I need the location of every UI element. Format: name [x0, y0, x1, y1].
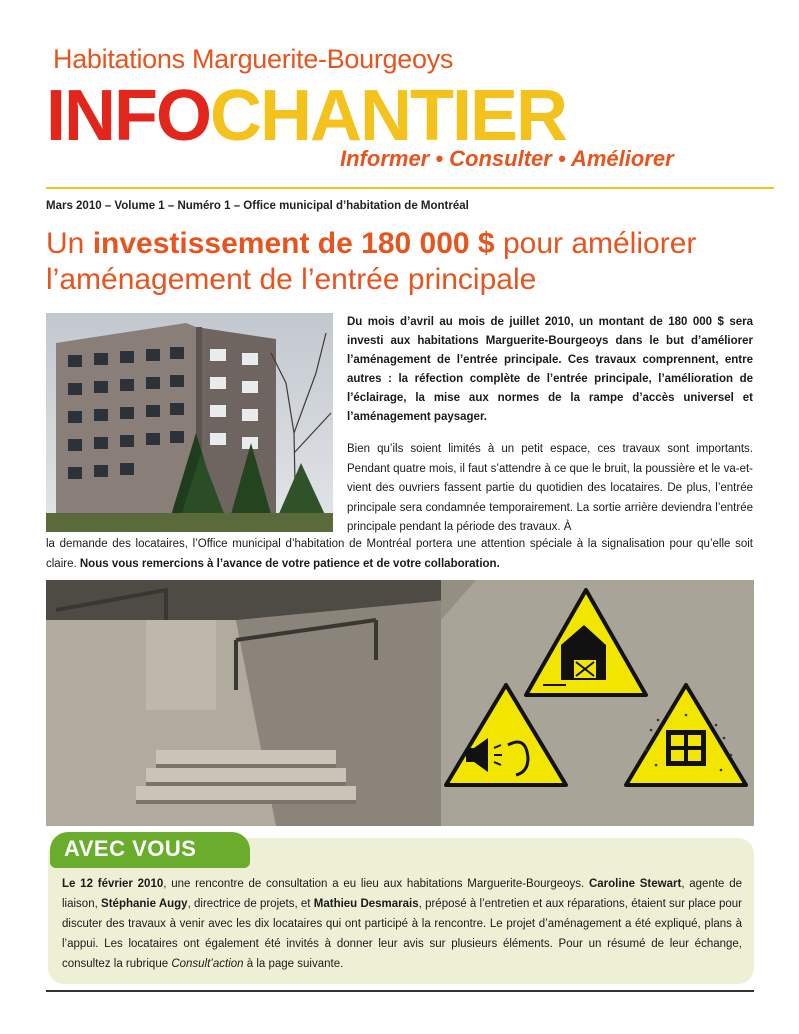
tagline: Informer • Consulter • Améliorer [340, 146, 674, 171]
person-name: Stéphanie Augy [101, 898, 188, 910]
person-name: Mathieu Desmarais [313, 898, 419, 910]
stairs-photo [46, 580, 754, 826]
meeting-date: Le 12 février 2010 [62, 878, 164, 890]
newsletter-title [46, 76, 566, 156]
avec-text-part: , une rencontre de consultation a eu lieu aux habitations Marguerite-Bourgeoys. [163, 878, 589, 890]
person-name: Caroline Stewart [588, 878, 682, 890]
article-body-1: Bien qu’ils soient limités à un petit espace, ces travaux sont importants. Pendant quatre mois, il faut s’attendre à ce que le bruit, la poussière et le va-et-vient des ouvriers fassent partie du quotidien des locataires. De plus, l’entrée principale sera condamnée temporairement. La sortie arrière deviendra l’entrée principale pendant la période des travaux. À [347, 443, 753, 533]
brand-part-info: INFO [46, 76, 210, 156]
headline [46, 226, 766, 298]
header-divider [46, 187, 774, 189]
avec-vous-title: AVEC VOUS [64, 836, 197, 861]
footer-divider [46, 990, 754, 992]
avec-text-part: à la page suivante. [243, 958, 344, 970]
headline-suffix: pour améliorer l’aménagement de l’entrée principale [46, 227, 697, 296]
building-photo [46, 313, 333, 532]
article-lead: Du mois d’avril au mois de juillet 2010, un montant de 180 000 $ sera investi aux habitations Marguerite-Bourgeoys dans le but d’améliorer l’aménagement de l’entrée principale. Ces travaux comprennent, entre autres : la réfection complète de l’entrée principale, l’amélioration de l’éclairage, la mise aux normes de la rampe d’accès universel et l’aménagement paysager. [347, 316, 753, 423]
rubrique-name: Consult’action [171, 958, 244, 970]
issue-line: Mars 2010 – Volume 1 – Numéro 1 – Office municipal d’habitation de Montréal [46, 200, 469, 212]
brand-part-chantier: CHANTIER [209, 76, 566, 156]
headline-bold: investissement de 180 000 $ [92, 227, 495, 260]
avec-vous-text [62, 874, 742, 974]
article-body-2-text: la demande des locataires, l’Office municipal d’habitation de Montréal portera une attention spéciale à la signalisation pour qu’elle soit claire. [46, 538, 753, 570]
avec-text-part: , agente de liaison, [62, 878, 742, 910]
avec-text-part: , directrice de projets, et [187, 898, 314, 910]
avec-text-part: , préposé à l’entretien et aux réparations, étaient sur place pour discuter des travaux à venir avec les dix locataires qui ont participé à la rencontre. Le projet d’aménagement a été expliqué, plans à l’appui. Les locataires ont également été invités à donner leur avis sur plusieurs éléments. Pour un résumé de leur échange, consultez la rubrique [62, 898, 742, 970]
article-thanks: Nous vous remercions à l’avance de votre patience et de votre collaboration. [79, 557, 500, 570]
organization-name: Habitations Marguerite-Bourgeoys [53, 44, 454, 74]
headline-prefix: Un [46, 227, 93, 260]
article-body-2 [46, 535, 753, 574]
